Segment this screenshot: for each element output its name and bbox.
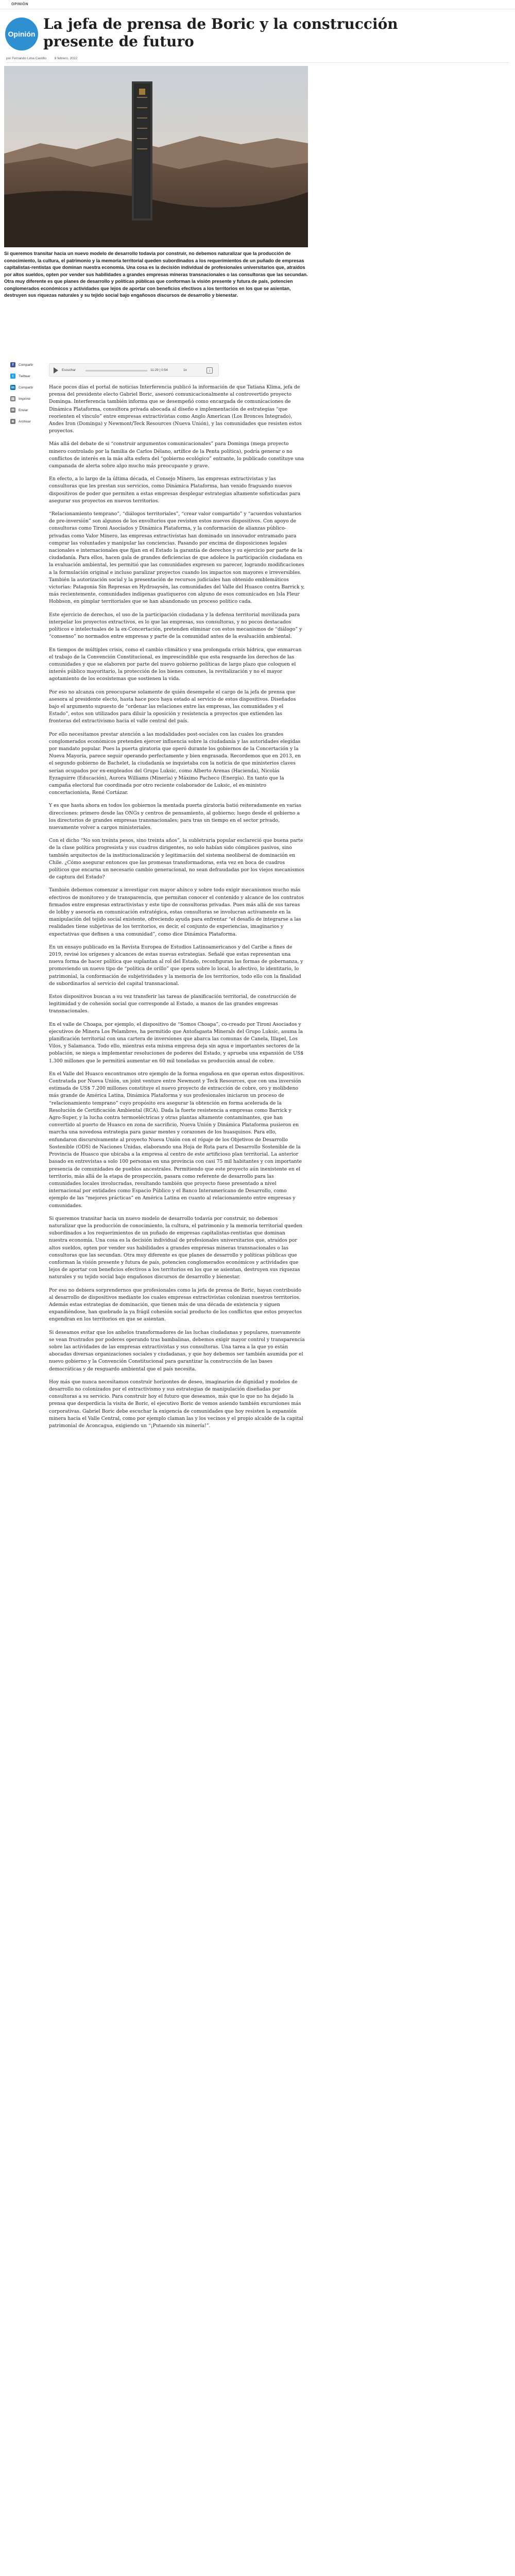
linkedin-icon: in	[11, 385, 15, 389]
share-label: Imprimir	[19, 397, 31, 401]
article-paragraph: Si deseamos evitar que los anhelos transformadores de las luchas ciudadanas y populares, nuevamente se vean frustrados por poderes operando tras bambalinas, debemos exigir mayor control y transparencia sobre las actividades de las empresas extractivistas y sus consultoras. Una tarea a la que yo están abocadas diversas organizaciones sociales y ciudadanas, y que hoy debemos ser también asumida por el nuevo gobierno y la Convención Constitucional para garantizar la construcción de las bases democráticas y de resguardo ambiental que el país necesita.	[49, 1329, 305, 1372]
article-body	[49, 384, 305, 1435]
article-paragraph: En efecto, a lo largo de la última década, el Consejo Minero, las empresas extractivistas y las consultoras que les prestan sus servicios, como Dinámica Plataforma, han venido fraguando nuevos dispositivos de poder que permiten a estas empresas desplegar estrategias altamente sofisticadas para asegurar sus proyectos en nuevos territorios.	[49, 476, 301, 504]
lead-caption: Si queremos transitar hacia un nuevo modelo de desarrollo todavía por construir, no debemos naturalizar que la producción de conocimiento, la cultura, el patrimonio y la memoria territorial queden subordinados a los requerimientos de un puñado de empresas capitalistas-rentistas que dominan nuestra economía. Una cosa es la decisión individual de profesionales universitarios que, atraídos por altos sueldos, opten por vender sus habilidades a grandes empresas mineras transnacionales o las consultoras que las secundan. Otra muy diferente es que planes de desarrollo y políticas públicas que conforman la visión presente y futura de país, potencien conglomerados económicos y actividades que lejos de aportar con beneficios efectivos a los territorios en los que se asientan, destruyen sus riquezas naturales y su tejido social bajo engañosos discursos de desarrollo y bienestar.	[4, 251, 308, 298]
audio-player[interactable]	[49, 363, 219, 377]
article-paragraph: Por eso no debiera sorprendernos que profesionales como la jefa de prensa de Boric, hayan contribuido al desarrollo de dispositivos mediante los cuales empresas extractivistas colonizan nuestros territorios. Además estas estrategias de dominación, que tienen más de una década de existencia y siguen expandiéndose, han quebrado la ya frágil cohesión social producto de los conflictos que estos proyectos engendran en los territorios en que se asientan.	[49, 1287, 302, 1323]
article-paragraph: Si queremos transitar hacia un nuevo modelo de desarrollo todavía por construir, no debemos naturalizar que la producción de conocimiento, la cultura, el patrimonio y la memoria territorial queden subordinados a los requerimientos de un puñado de empresas capitalistas-rentistas que dominan nuestra economía. Una cosa es la decisión individual de profesionales universitarios que, atraídos por altos sueldos, opten por vender sus habilidades a grandes empresas mineras transnacionales o las consultoras que las secundan. Otra muy diferente es que planes de desarrollo y políticas públicas que conforman la visión presente y futura de país, potencien conglomerados económicos y actividades que lejos de aportar con beneficios efectivos a los territorios en los que se asientan, destruyen sus riquezas naturales y su tejido social bajo engañosos discursos de desarrollo y bienestar.	[49, 1215, 303, 1280]
facebook-icon: f	[10, 362, 15, 367]
play-icon[interactable]	[54, 367, 58, 374]
hero-image	[4, 66, 308, 247]
article-paragraph: Y es que hasta ahora en todos los gobiernos la mentada puerta giratoria batió reiteradamente en varias direcciones: primero desde las ONGs y centros de pensamiento, al gobierno; luego desde el gobierno a los directorios de grandes empresas transnacionales; para tras un tiempo en el sector privado, nuevamente volver a cargos ministeriales.	[49, 803, 302, 831]
print-icon: ▤	[11, 397, 15, 401]
opinion-badge: Opinión	[5, 18, 38, 50]
byline	[6, 57, 84, 60]
share-label: Archivar	[19, 419, 31, 423]
time-readout: 11:29 | 0:54	[150, 368, 168, 372]
top-bar	[0, 0, 515, 9]
share-label: Enviar	[19, 408, 28, 412]
publish-date: 8 febrero, 2022	[54, 57, 77, 60]
article-paragraph: En tiempos de múltiples crisis, como el cambio climático y una prolongada crisis hídrica, que enmarcan el trabajo de la Convención Constitucional, es imprescindible que esta resguarde los derechos de las comunidades y que se elaboren por parte del nuevo gobierno políticas de largo plazo que coloquen el interés público mayoritario, la protección de los bienes comunes, la revitalización y no el mayor agotamiento de los ecosistemas que sostienen la vida.	[49, 647, 302, 682]
article-paragraph: Más allá del debate de si “construir argumentos comunicacionales” para Dominga (mega proyecto minero controlado por la familia de Carlos Délano, artífice de la Penta política), podría generar o no conflictos de interés en la más alta esfera del “gobierno ecológico” entrante, lo publicado constituye una campanada de alerta sobre algo mucho más preocupante y grave.	[49, 441, 304, 469]
section-kicker[interactable]: OPINIÓN	[11, 3, 29, 6]
article-paragraph: En un ensayo publicado en la Revista Europea de Estudios Latinoamericanos y del Caribe a fines de 2019, revisé los orígenes y alcances de estas nuevas estrategias. Señalé que estas representan una nueva forma de hacer política que suplantan al rol del Estado, reconfiguran las formas de gobernanza, y promoviendo un nuevo tipo de “política de orillo” que opera sobre lo local, lo afectivo, lo identitario, lo patrimonial, la conformación de subjetividades y la memoria de los territorios, todo ello con la finalidad de subordinarlos al servicio del capital transnacional.	[49, 944, 303, 987]
article-paragraph: Hoy más que nunca necesitamos construir horizontes de deseo, imaginarios de dignidad y modelos de desarrollo no colonizados por el extractivismo y sus estrategias de manipulación diseñadas por consultoras a su servicio. Para construir hoy el futuro que deseamos, más que lo que no ha dejado la prensa que desperdicia la visita de Boric, el ejecutivo Boric de vemos asiendo también excursiones más corporativas. Gabriel Boric debe escuchar la exigencia de comunidades que hoy resisten la expansión minera hacia el Valle Central, como por ejemplo claman las y los vecinos y el propio alcalde de la capital patrimonial de Aconcagua, exigiendo un “¡Putaendo sin minería!”.	[49, 1379, 303, 1429]
author-name[interactable]: por Fernando Lima Castillo	[6, 57, 47, 60]
listen-label[interactable]: Escuchar	[62, 368, 76, 372]
article-paragraph: Estos dispositivos buscan a su vez transferir las tareas de planificación territorial, de construcción de legitimidad y de cohesión social que corresponde al Estado, a manos de las grandes empresas transnacionales.	[49, 994, 297, 1014]
save-icon: ★	[11, 420, 15, 423]
article-paragraph: Por ello necesitamos prestar atención a las modalidades post-sociales con las cuales los grandes conglomerados económicos pretenden ejercer influencia sobre la ciudadanía y las autoridades elegidas por mandato popular. Pues la puerta giratoria que operó durante los gobiernos de la Concertación y la Nueva Mayoría, parece seguir operando perfectamente y bien engrasada. Recordemos que en 2013, en el segundo gobierno de Bachelet, la ciudadanía se inquietaba con la noticia de que ministerios claves serían ocupados por ex-empleados del Grupo Luksic, como Alberto Arenas (Hacienda), Nicolás Eyzaguirre (Educación), Aurora Williams (Minería) y Máximo Pacheco (Energía). En tanto que la campaña electoral fue coordinada por otro reciente colaborador de Luksic, el ex-ministro concertacionista, René Cortázar.	[49, 731, 301, 796]
share-label: Compartir	[19, 363, 33, 367]
article-paragraph: También debemos comenzar a investigar con mayor ahínco y sobre todo exigir mecanismos mucho más efectivos de monitoreo y de transparencia, que permitan conocer el contenido y alcance de los contratos firmados entre empresas extractivistas y este tipo de consultoras privadas. Pues más allá de sus tareas de lobby y asesoría en comunicación estratégica, estas consultoras se involucran activamente en la manipulación del tejido social existente, ofreciendo ayuda para enfrentar “el desafío de integrarse a las realidades tiene subjetivas de los territorios, es decir, el conjunto de experiencias, imaginarios y expectativas que definen a una comunidad”, como dice Dinámica Plataforma.	[49, 887, 304, 937]
article-paragraph: “Relacionamiento temprano”, “diálogos territoriales”, “crear valor compartido” y “acuerdos voluntarios de pre-inversión” son algunos de los envoltorios que revisten estos nuevos dispositivos. Con apoyo de consultoras como Tironi Asociados y Dinámica Plataforma, y la conformación de alianzas público-privadas como Valor Minero, las empresas extractivistas han dominado un innovador entramado para comprar las voluntades y manipular las conciencias. Pasando por encima de disposiciones legales nacionales e internacionales que fijan en el Estado la garantía de derechos y su ejercicio por parte de la ciudadanía. Para ellos, hacen gala de grandes deficiencias de que adolece la participación ciudadana en la evaluación ambiental, les permitió que las comunidades expresen su parecer, logrando modificaciones a la formulación original e incluso paralizar proyectos cuando los impactos son mayores e irreversibles. También la autorización social y la presentación de recursos judiciales han obtenido emblemáticos victorias: Patagonia Sin Represas en Hydroaysén, las comunidades del Valle del Huasco contra Barrick y, más recientemente, comunidades indígenas guatiqueros con alguno de esos comunicados en Isla Fleur Hobbson, en pimplar territoriales que se han abandonado un proceso político cada.	[49, 511, 305, 605]
share-label: Compartir	[19, 385, 33, 389]
divider	[6, 62, 509, 63]
progress-track[interactable]	[85, 370, 147, 371]
article-paragraph: En el Valle del Huasco encontramos otro ejemplo de la forma engañosa en que operan estos dispositivos. Contratada por Nueva Unión, un joint venture entre Newmont y Teck Resources, que con una inversión estimada de US$ 7.200 millones constituye el nuevo proyecto de extracción de cobre, oro y molibdeno más grande de América Latina, Dinámica Plataforma y sus profesionales iniciaron un proceso de “relacionamiento temprano” cuyo propósito era asegurar la obtención en forma acelerada de la Resolución de Certificación Ambiental (RCA). Dada la fuerte resistencia a empresas como Barrick y Agro-Super, y la lucha contra termoeléctricas y otras plantas altamente contaminantes, que han convertido al puerto de Huasco en zona de sacrificio, Nueva Unión y Dinámica Plataforma pusieron en marcha una novedosa estrategia para ganar mentes y corazones de los huasquinos. Para ello, enfundaron discursivamente al proyecto Nueva Unión con el rópaje de los Objetivos de Desarrollo Sostenible (ODS) de Naciones Unidas, elaborando una Hoja de Ruta para el Desarrollo Sostenible de la Provincia de Huasco que ubicaba a la empresa al centro de este artificioso plan territorial. La anterior basado en entrevistas a solo 100 personas en una provincia con casi 75 mil habitantes y con importante presencia de comunidades de pueblos ancestrales. Permitiendo que este proyecto aún inexistente en el territorio, más allá de la etapa de prospección, pasara como referente de desarrollo para las comunidades locales involucradas, resultando también que proyecto fuese presentado a nivel internacional por entidades como Espacio Público y el Banco Interamericano de Desarrollo, como ejemplo de las “mejores prácticas” en América Latina en cuanto al relacionamiento entre empresas y comunidades.	[49, 1071, 305, 1209]
twitter-icon: t	[10, 374, 15, 379]
article-paragraph: Con el dicho “No son treinta pesos, sino treinta años”, la subletraria popular esclareció que buena parte de la clase política progresista y sus cuadros dirigentes, no solo habían sido cómplices pasivos, sino también arquitectos de la institucionalización y legitimación del sistema neoliberal de dominación en Chile. ¿Cómo asegurar entonces que las promesas transformadoras, esta vez en boca de cuadros políticos que encarna un necesario cambio generacional, no sean defraudadas por los viejos mecanismos de captura del Estado?	[49, 838, 304, 880]
share-label: Twittear	[19, 374, 30, 378]
article-paragraph: Este ejercicio de derechos, el uso de la participación ciudadana y la defensa territorial movilizada para interpelar los proyectos extractivos, es lo que las empresas, sus consultoras, y no pocos destacados políticos e intelectuales de la ex-Concertación, pretenden eliminar con estos mecanismos de “diálogo” y “consenso” no normados entre empresas y parte de la comunidad antes de la evaluación ambiental.	[49, 612, 302, 640]
page-title: La jefa de prensa de Boric y la construcción presente de futuro	[43, 15, 398, 50]
article-paragraph: Por eso no alcanza con preocuparse solamente de quién desempeñe el cargo de la jefa de prensa que asesora al presidente electo, hasta hace poco haya estado al servicio de estos dispositivos. Diseñados bajo el argumento supuesto de “ordenar las relaciones entre las empresas, las comunidades y el Estado”, estos son utilizados para diluir la oposición y resistencia a proyectos que extienden las fronteras del extractivismo hacia el valle central del país.	[49, 689, 296, 724]
email-icon: ✉	[10, 408, 15, 413]
download-icon[interactable]: ↓	[207, 367, 213, 374]
speed-control[interactable]: 1x	[183, 368, 187, 372]
landscape-photo	[4, 66, 308, 247]
article-paragraph: En el valle de Choapa, por ejemplo, el dispositivo de “Somos Choapa”, co-creado por Tironi Asociados y ejecutivos de Minera Los Pelambres, ha permitido que Antofagasta Minerals del Grupo Luksic, asuma la planificación territorial con una cartera de inversiones que abarca las comunas de Canela, Illapel, Los Vilos, y Salamanca. Todo ello, mientras esta misma empresa deja sin agua e importantes sectores de la población, se niega a implementar resoluciones de poderes del Estado, y aprueba una expansión de US$ 1.300 millones que le permitirá aumentar en 60 mil toneladas su producción anual de cobre.	[49, 1021, 304, 1064]
article-paragraph: Hace pocos días el portal de noticias Interferencia publicó la información de que Tatiana Klima, jefa de prensa del presidente electo Gabriel Boric, asesoró comunicacionalmente al controvertido proyecto Dominga. Interferencia también informa que se desempeñó como encargada de comunicaciones de Dinámica Plataforma, consultora privada abocada al diseño e implementación de estrategias “que reorienten el vínculo” entre empresas extractivistas como Anglo American (Los Bronces Integrado), Andes Iron (Dominga) y Newmont/Teck Resources (Nueva Unión), y las comunidades que resisten estos proyectos.	[49, 384, 302, 434]
